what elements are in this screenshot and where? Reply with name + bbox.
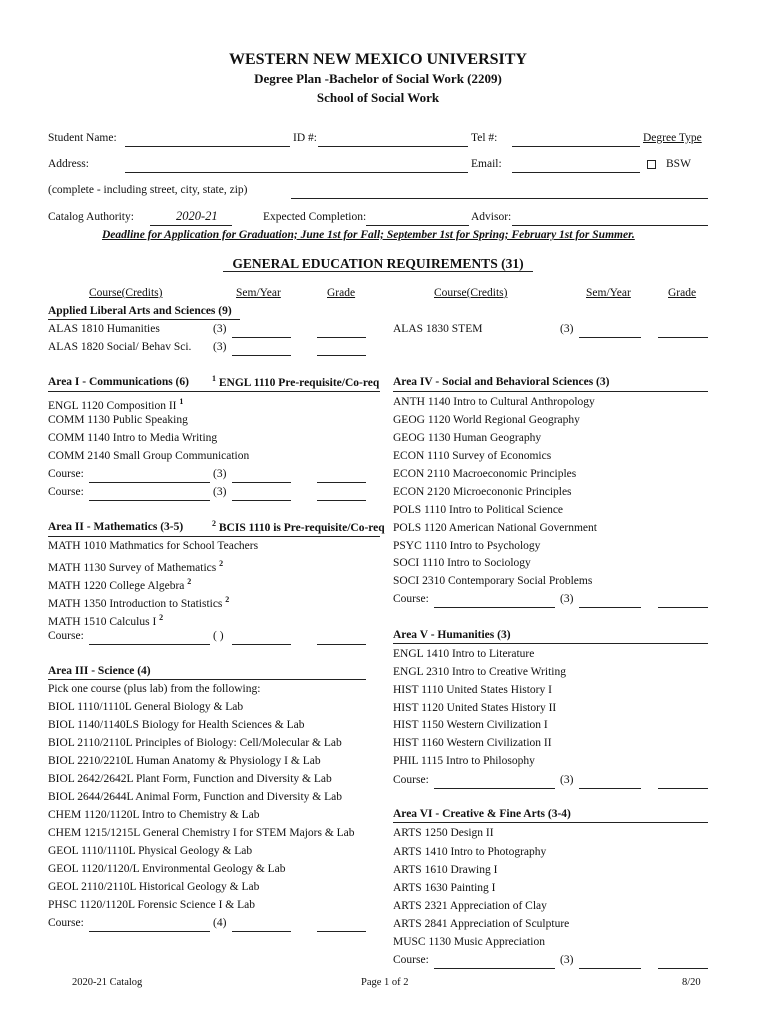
sem-field[interactable] (232, 500, 291, 501)
advisor-field[interactable] (512, 225, 708, 226)
bsw-label: BSW (666, 158, 691, 170)
area3-item: BIOL 1110/1110L General Biology & Lab (48, 701, 244, 713)
area6-course-label: Course: (393, 954, 429, 966)
area1-item: COMM 2140 Small Group Communication (48, 450, 250, 462)
area4-title: Area IV - Social and Behavioral Sciences (3) (393, 376, 610, 388)
grade-field[interactable] (658, 337, 708, 338)
area3-item: BIOL 2110/2110L Principles of Biology: Cell/Molecular & Lab (48, 737, 342, 749)
grade-field[interactable] (658, 607, 708, 608)
area1-title: Area I - Communications (6) (48, 376, 189, 388)
area1-course-label: Course: (48, 468, 84, 480)
area3-item: CHEM 1120/1120L Intro to Chemistry & Lab (48, 809, 260, 821)
area2-title: Area II - Mathematics (3-5) (48, 521, 184, 533)
area2-note-text: BCIS 1110 is Pre-requisite/Co-req (218, 521, 385, 534)
area2-item: MATH 1010 Mathmatics for School Teachers (48, 540, 259, 552)
grade-field[interactable] (317, 931, 366, 932)
sem-field[interactable] (579, 788, 641, 789)
footer-page-number: Page 1 of 2 (361, 977, 409, 988)
id-field[interactable] (318, 146, 468, 147)
area5-item: ENGL 2310 Intro to Creative Writing (393, 666, 566, 678)
area3-item: GEOL 1120/1120/L Environmental Geology & Lab (48, 863, 286, 875)
deadline-notice: Deadline for Application for Graduation; June 1st for Fall; September 1st for Spring; February 1st for Summer. (102, 229, 635, 241)
applied-item: ALAS 1830 STEM (393, 323, 483, 335)
course-credits: (3) (213, 468, 227, 480)
course-field[interactable] (434, 968, 555, 969)
area6-item: ARTS 1630 Painting I (393, 882, 496, 894)
area6-item: MUSC 1130 Music Appreciation (393, 936, 545, 948)
area6-title: Area VI - Creative & Fine Arts (3-4) (393, 808, 571, 820)
email-field[interactable] (512, 172, 640, 173)
email-label: Email: (471, 158, 502, 170)
area6-item: ARTS 1250 Design II (393, 827, 494, 839)
area1-item: COMM 1130 Public Speaking (48, 414, 188, 426)
sem-field[interactable] (232, 482, 291, 483)
area1-item: COMM 1140 Intro to Media Writing (48, 432, 218, 444)
course-credits: (3) (560, 954, 574, 966)
grade-field[interactable] (317, 337, 366, 338)
grade-field[interactable] (317, 482, 366, 483)
grade-field[interactable] (658, 968, 708, 969)
area1-course-label: Course: (48, 486, 84, 498)
area4-item: ANTH 1140 Intro to Cultural Anthropology (393, 396, 595, 408)
address-line2-field[interactable] (291, 198, 708, 199)
catalog-value: 2020-21 (176, 209, 218, 223)
area4-item: PSYC 1110 Intro to Psychology (393, 540, 541, 552)
course-credits: (3) (213, 486, 227, 498)
area5-item: HIST 1120 United States History II (393, 702, 557, 714)
area5-item: ENGL 1410 Intro to Literature (393, 648, 535, 660)
area3-item: BIOL 2644/2644L Animal Form, Function and Diversity & Lab (48, 791, 342, 803)
area1-item-text: ENGL 1120 Composition II (48, 399, 177, 412)
applied-item: ALAS 1820 Social/ Behav Sci. (48, 341, 192, 353)
course-field[interactable] (89, 931, 210, 932)
gen-ed-title: GENERAL EDUCATION REQUIREMENTS (31) (232, 256, 524, 271)
area2-item (48, 613, 163, 628)
area2-item (48, 577, 191, 592)
area2-item-text: MATH 1510 Calculus I (48, 615, 157, 628)
area2-item-text: MATH 1220 College Algebra (48, 579, 185, 592)
footnote-marker: 2 (187, 577, 192, 586)
completion-field[interactable] (366, 225, 469, 226)
right-col-grade-header: Grade (668, 287, 697, 299)
advisor-label: Advisor: (471, 211, 512, 223)
area5-title: Area V - Humanities (3) (393, 629, 511, 641)
area2-item-text: MATH 1130 Survey of Mathematics (48, 561, 217, 574)
area1-item (48, 397, 183, 412)
sem-field[interactable] (232, 355, 291, 356)
left-col-course-header: Course(Credits) (89, 287, 163, 299)
footer-catalog: 2020-21 Catalog (72, 977, 143, 988)
course-field[interactable] (434, 607, 555, 608)
area3-item: BIOL 1140/1140LS Biology for Health Sciences & Lab (48, 719, 305, 731)
grade-field[interactable] (317, 500, 366, 501)
course-field[interactable] (434, 788, 555, 789)
sem-field[interactable] (579, 337, 641, 338)
course-credits: (3) (560, 593, 574, 605)
sem-field[interactable] (232, 931, 291, 932)
area4-item: POLS 1110 Intro to Political Science (393, 504, 564, 516)
applied-credits: (3) (213, 323, 227, 335)
area3-item: GEOL 1110/1110L Physical Geology & Lab (48, 845, 253, 857)
area5-item: HIST 1160 Western Civilization II (393, 737, 552, 749)
bsw-checkbox[interactable] (647, 160, 656, 169)
applied-title: Applied Liberal Arts and Sciences (9) (48, 305, 232, 317)
area6-item: ARTS 1410 Intro to Photography (393, 846, 547, 858)
grade-field[interactable] (317, 355, 366, 356)
area5-underline (393, 643, 708, 644)
area3-item: GEOL 2110/2110L Historical Geology & Lab (48, 881, 260, 893)
bsw-option[interactable] (647, 158, 691, 170)
area4-item: SOCI 1110 Intro to Sociology (393, 557, 531, 569)
catalog-label: Catalog Authority: (48, 211, 134, 223)
student-name-label: Student Name: (48, 132, 117, 144)
area5-item: HIST 1110 United States History I (393, 684, 552, 696)
school-title: School of Social Work (316, 90, 440, 105)
area3-title: Area III - Science (4) (48, 665, 151, 677)
area5-item: PHIL 1115 Intro to Philosophy (393, 755, 535, 767)
area4-item: ECON 2110 Macroeconomic Principles (393, 468, 577, 480)
applied-credits: (3) (560, 323, 574, 335)
area4-item: GEOG 1120 World Regional Geography (393, 414, 580, 426)
university-title: WESTERN NEW MEXICO UNIVERSITY (229, 51, 527, 68)
area3-item: BIOL 2642/2642L Plant Form, Function and Diversity & Lab (48, 773, 332, 785)
course-field[interactable] (89, 500, 210, 501)
address-field[interactable] (125, 172, 468, 173)
left-col-grade-header: Grade (327, 287, 356, 299)
catalog-field[interactable] (150, 225, 232, 226)
area5-course-label: Course: (393, 774, 429, 786)
area5-item: HIST 1150 Western Civilization I (393, 719, 548, 731)
area3-underline (48, 679, 366, 680)
area3-pick: Pick one course (plus lab) from the following: (48, 683, 261, 695)
course-credits: ( ) (213, 630, 224, 642)
area4-item: POLS 1120 American National Government (393, 522, 597, 534)
footnote-marker: 2 (212, 519, 216, 528)
gen-ed-title-underline (223, 271, 533, 272)
footnote-marker: 1 (179, 397, 184, 406)
area2-course-label: Course: (48, 630, 84, 642)
right-col-course-header: Course(Credits) (434, 287, 508, 299)
area3-item: CHEM 1215/1215L General Chemistry I for STEM Majors & Lab (48, 827, 355, 839)
grade-field[interactable] (658, 788, 708, 789)
area3-course-label: Course: (48, 917, 84, 929)
footnote-marker: 2 (159, 613, 164, 622)
course-field[interactable] (89, 644, 210, 645)
area2-item (48, 595, 229, 610)
area3-item: BIOL 2210/2210L Human Anatomy & Physiology I & Lab (48, 755, 321, 767)
area6-item: ARTS 2321 Appreciation of Clay (393, 900, 547, 912)
area4-course-label: Course: (393, 593, 429, 605)
area1-underline (48, 391, 380, 392)
tel-field[interactable] (512, 146, 640, 147)
area4-item: ECON 1110 Survey of Economics (393, 450, 552, 462)
area2-note (212, 519, 385, 534)
course-credits: (4) (213, 917, 227, 929)
area4-item: ECON 2120 Microecononic Principles (393, 486, 572, 498)
footnote-marker: 2 (225, 595, 230, 604)
tel-label: Tel #: (471, 132, 498, 144)
sem-field[interactable] (579, 968, 641, 969)
applied-title-underline (48, 319, 240, 320)
grade-field[interactable] (317, 644, 366, 645)
area3-item: PHSC 1120/1120L Forensic Science I & Lab (48, 899, 255, 911)
applied-credits: (3) (213, 341, 227, 353)
address-note: (complete - including street, city, state, zip) (48, 184, 248, 196)
sem-field[interactable] (232, 337, 291, 338)
address-label: Address: (48, 158, 89, 170)
area6-item: ARTS 2841 Appreciation of Sculpture (393, 918, 570, 930)
applied-item: ALAS 1810 Humanities (48, 323, 160, 335)
area1-note-text: ENGL 1110 Pre-requisite/Co-req (218, 376, 380, 389)
student-name-field[interactable] (125, 146, 290, 147)
area4-item: SOCI 2310 Contemporary Social Problems (393, 575, 593, 587)
footnote-marker: 2 (219, 559, 224, 568)
area6-underline (393, 822, 708, 823)
area1-note (212, 374, 379, 389)
degree-type-label: Degree Type (643, 132, 702, 144)
degree-plan-title: Degree Plan -Bachelor of Social Work (2209) (254, 71, 502, 86)
area2-underline (48, 536, 380, 537)
area2-item-text: MATH 1350 Introduction to Statistics (48, 597, 223, 610)
area6-item: ARTS 1610 Drawing I (393, 864, 498, 876)
completion-label: Expected Completion: (263, 211, 367, 223)
id-label: ID #: (293, 132, 317, 144)
footnote-marker: 1 (212, 374, 216, 383)
area4-item: GEOG 1130 Human Geography (393, 432, 542, 444)
sem-field[interactable] (579, 607, 641, 608)
course-field[interactable] (89, 482, 210, 483)
footer-date: 8/20 (682, 977, 701, 988)
sem-field[interactable] (232, 644, 291, 645)
course-credits: (3) (560, 774, 574, 786)
area4-underline (393, 391, 708, 392)
left-col-sem-header: Sem/Year (236, 287, 281, 299)
right-col-sem-header: Sem/Year (586, 287, 631, 299)
area2-item (48, 559, 223, 574)
